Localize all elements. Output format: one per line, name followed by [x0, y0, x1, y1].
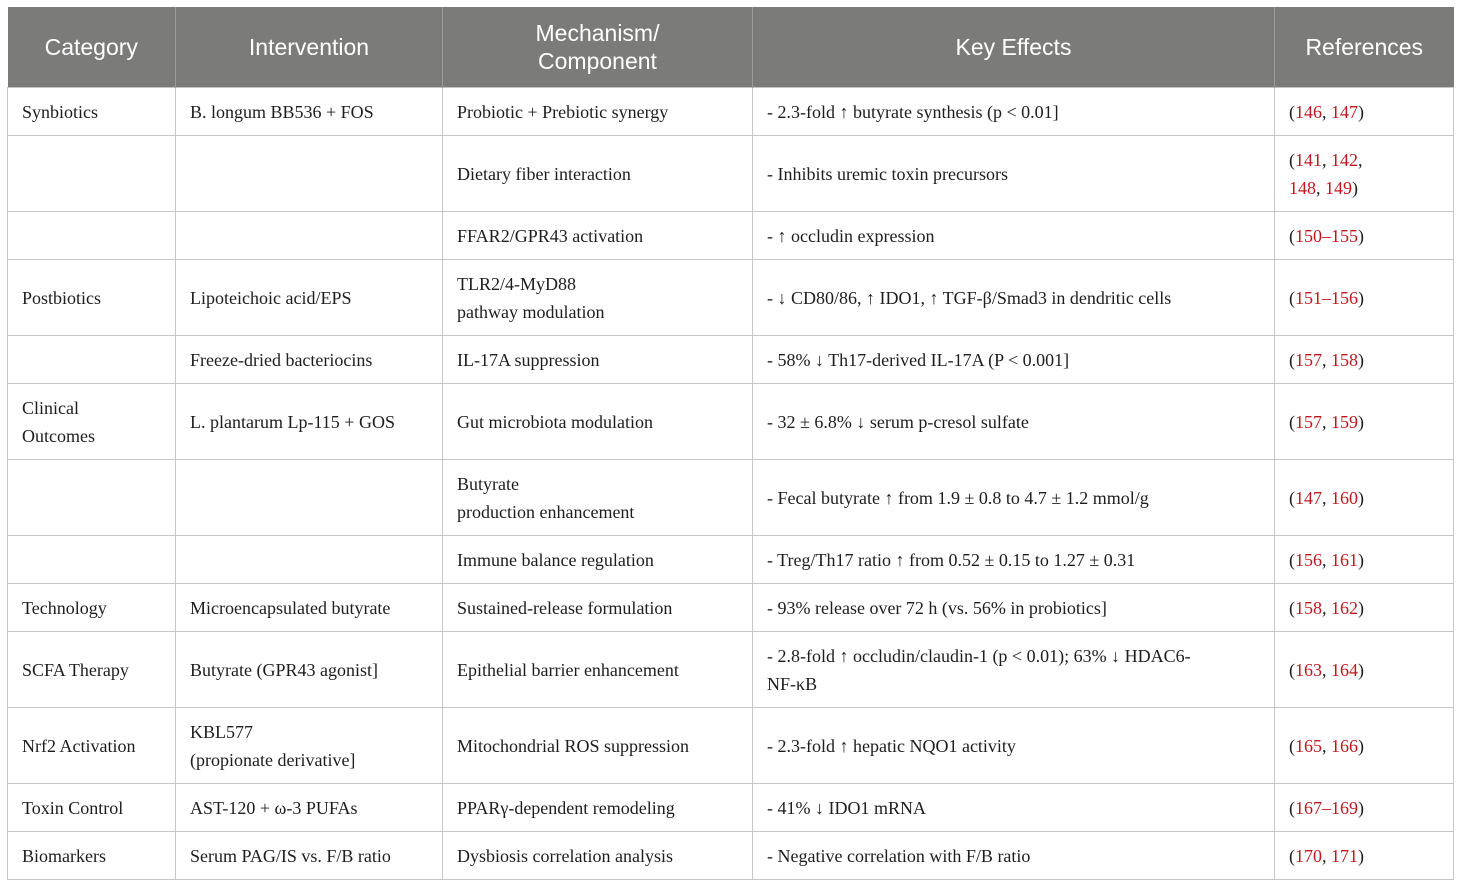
table-row	[8, 336, 1454, 384]
category-cell	[8, 136, 176, 212]
key-effects-cell: - Inhibits uremic toxin precursors	[753, 136, 1275, 212]
reference-punctuation: ,	[1322, 411, 1331, 432]
references-cell	[1275, 212, 1454, 260]
reference-punctuation: (	[1289, 101, 1295, 122]
references-cell	[1275, 536, 1454, 584]
table-row	[8, 784, 1454, 832]
reference-link[interactable]: 164	[1331, 659, 1358, 680]
reference-link[interactable]: 170	[1295, 845, 1322, 866]
reference-punctuation: ,	[1322, 149, 1331, 170]
intervention-cell	[176, 536, 443, 584]
reference-punctuation: )	[1358, 549, 1364, 570]
key-effects-cell: - 58% ↓ Th17-derived IL-17A (P < 0.001]	[753, 336, 1275, 384]
key-effects-cell: - 2.3-fold ↑ butyrate synthesis (p < 0.01]	[753, 88, 1275, 136]
mechanism-cell: Epithelial barrier enhancement	[443, 632, 753, 708]
reference-punctuation: ,	[1316, 177, 1325, 198]
references-cell	[1275, 88, 1454, 136]
reference-punctuation: )	[1358, 735, 1364, 756]
mechanism-cell: IL-17A suppression	[443, 336, 753, 384]
header-category: Category	[8, 7, 176, 88]
references-cell	[1275, 708, 1454, 784]
reference-link[interactable]: 159	[1331, 411, 1358, 432]
header-references: References	[1275, 7, 1454, 88]
reference-punctuation: )	[1358, 487, 1364, 508]
reference-punctuation: )	[1358, 845, 1364, 866]
header-row	[8, 7, 1454, 88]
table-row	[8, 708, 1454, 784]
reference-punctuation: (	[1289, 349, 1295, 370]
reference-punctuation: ,	[1322, 101, 1331, 122]
table-row	[8, 136, 1454, 212]
reference-link[interactable]: 151–156	[1295, 287, 1358, 308]
intervention-cell: L. plantarum Lp-115 + GOS	[176, 384, 443, 460]
table-row	[8, 632, 1454, 708]
reference-punctuation: ,	[1322, 487, 1331, 508]
reference-link[interactable]: 149	[1325, 177, 1352, 198]
intervention-cell: AST-120 + ω-3 PUFAs	[176, 784, 443, 832]
reference-punctuation: )	[1358, 411, 1364, 432]
table-row	[8, 88, 1454, 136]
mechanism-cell: Sustained-release formulation	[443, 584, 753, 632]
references-cell	[1275, 136, 1454, 212]
table-body	[8, 88, 1454, 880]
table-row	[8, 536, 1454, 584]
key-effects-cell: - 32 ± 6.8% ↓ serum p-cresol sulfate	[753, 384, 1275, 460]
reference-punctuation: )	[1352, 177, 1358, 198]
header-mechanism-text: Mechanism/ Component	[535, 20, 660, 74]
table-row	[8, 460, 1454, 536]
reference-link[interactable]: 165	[1295, 735, 1322, 756]
mechanism-cell: Dietary fiber interaction	[443, 136, 753, 212]
reference-link[interactable]: 160	[1331, 487, 1358, 508]
reference-punctuation: )	[1358, 287, 1364, 308]
reference-link[interactable]: 147	[1295, 487, 1322, 508]
reference-punctuation: (	[1289, 845, 1295, 866]
category-cell: Synbiotics	[8, 88, 176, 136]
category-cell	[8, 212, 176, 260]
key-effects-cell: - ↓ CD80/86, ↑ IDO1, ↑ TGF-β/Smad3 in dendritic cells	[753, 260, 1275, 336]
key-effects-cell: - Treg/Th17 ratio ↑ from 0.52 ± 0.15 to 1.27 ± 0.31	[753, 536, 1275, 584]
intervention-cell	[176, 460, 443, 536]
intervention-cell	[176, 212, 443, 260]
intervention-cell: Butyrate (GPR43 agonist]	[176, 632, 443, 708]
table-row	[8, 832, 1454, 880]
reference-punctuation: )	[1358, 225, 1364, 246]
reference-punctuation: ,	[1322, 735, 1331, 756]
header-key-effects: Key Effects	[753, 7, 1275, 88]
mechanism-cell: Dysbiosis correlation analysis	[443, 832, 753, 880]
category-cell	[8, 336, 176, 384]
key-effects-cell: - 2.3-fold ↑ hepatic NQO1 activity	[753, 708, 1275, 784]
references-cell	[1275, 260, 1454, 336]
category-cell: Nrf2 Activation	[8, 708, 176, 784]
reference-link[interactable]: 158	[1295, 597, 1322, 618]
references-cell	[1275, 336, 1454, 384]
references-cell	[1275, 460, 1454, 536]
intervention-cell	[176, 136, 443, 212]
intervention-cell: B. longum BB536 + FOS	[176, 88, 443, 136]
reference-punctuation: ,	[1322, 349, 1331, 370]
reference-link[interactable]: 157	[1295, 411, 1322, 432]
mechanism-cell: Mitochondrial ROS suppression	[443, 708, 753, 784]
reference-punctuation: ,	[1322, 549, 1331, 570]
reference-link[interactable]: 162	[1331, 597, 1358, 618]
mechanism-cell: TLR2/4-MyD88 pathway modulation	[443, 260, 753, 336]
reference-punctuation: (	[1289, 487, 1295, 508]
mechanism-cell: Immune balance regulation	[443, 536, 753, 584]
reference-link[interactable]: 150–155	[1295, 225, 1358, 246]
reference-punctuation: (	[1289, 659, 1295, 680]
reference-punctuation: (	[1289, 287, 1295, 308]
references-cell	[1275, 584, 1454, 632]
category-cell: Clinical Outcomes	[8, 384, 176, 460]
table-row	[8, 584, 1454, 632]
mechanism-cell: Gut microbiota modulation	[443, 384, 753, 460]
references-cell	[1275, 384, 1454, 460]
reference-punctuation: ,	[1322, 845, 1331, 866]
intervention-cell: Freeze-dried bacteriocins	[176, 336, 443, 384]
category-cell: Postbiotics	[8, 260, 176, 336]
reference-link[interactable]: 166	[1331, 735, 1358, 756]
reference-link[interactable]: 147	[1331, 101, 1358, 122]
reference-link[interactable]: 157	[1295, 349, 1322, 370]
category-cell: Biomarkers	[8, 832, 176, 880]
reference-link[interactable]: 158	[1331, 349, 1358, 370]
intervention-cell: KBL577 (propionate derivative]	[176, 708, 443, 784]
references-cell	[1275, 832, 1454, 880]
reference-punctuation: )	[1358, 659, 1364, 680]
table-row	[8, 260, 1454, 336]
header-mechanism	[443, 7, 753, 88]
reference-punctuation: (	[1289, 735, 1295, 756]
mechanism-cell: Probiotic + Prebiotic synergy	[443, 88, 753, 136]
reference-punctuation: (	[1289, 411, 1295, 432]
key-effects-cell: - ↑ occludin expression	[753, 212, 1275, 260]
key-effects-cell: - 41% ↓ IDO1 mRNA	[753, 784, 1275, 832]
reference-link[interactable]: 156	[1295, 549, 1322, 570]
reference-punctuation: )	[1358, 349, 1364, 370]
reference-punctuation: )	[1358, 797, 1364, 818]
table-row	[8, 384, 1454, 460]
reference-link[interactable]: 141	[1295, 149, 1322, 170]
category-cell	[8, 536, 176, 584]
reference-punctuation: (	[1289, 549, 1295, 570]
reference-punctuation: (	[1289, 797, 1295, 818]
reference-punctuation: ,	[1322, 597, 1331, 618]
category-cell: Toxin Control	[8, 784, 176, 832]
key-effects-cell: - Fecal butyrate ↑ from 1.9 ± 0.8 to 4.7 ± 1.2 mmol/g	[753, 460, 1275, 536]
reference-punctuation: ,	[1358, 149, 1363, 170]
reference-link[interactable]: 142	[1331, 149, 1358, 170]
reference-punctuation: ,	[1322, 659, 1331, 680]
references-cell	[1275, 784, 1454, 832]
mechanism-cell: Butyrate production enhancement	[443, 460, 753, 536]
reference-link[interactable]: 148	[1289, 177, 1316, 198]
intervention-cell: Lipoteichoic acid/EPS	[176, 260, 443, 336]
references-cell	[1275, 632, 1454, 708]
header-intervention: Intervention	[176, 7, 443, 88]
reference-link[interactable]: 161	[1331, 549, 1358, 570]
category-cell: Technology	[8, 584, 176, 632]
reference-punctuation: (	[1289, 597, 1295, 618]
reference-link[interactable]: 167–169	[1295, 797, 1358, 818]
key-effects-cell: - Negative correlation with F/B ratio	[753, 832, 1275, 880]
key-effects-cell: - 2.8-fold ↑ occludin/claudin-1 (p < 0.01); 63% ↓ HDAC6- NF-κB	[753, 632, 1275, 708]
reference-link[interactable]: 163	[1295, 659, 1322, 680]
intervention-cell: Serum PAG/IS vs. F/B ratio	[176, 832, 443, 880]
reference-punctuation: (	[1289, 225, 1295, 246]
key-effects-cell: - 93% release over 72 h (vs. 56% in probiotics]	[753, 584, 1275, 632]
reference-link[interactable]: 171	[1331, 845, 1358, 866]
table-row	[8, 212, 1454, 260]
reference-link[interactable]: 146	[1295, 101, 1322, 122]
category-cell	[8, 460, 176, 536]
intervention-cell: Microencapsulated butyrate	[176, 584, 443, 632]
mechanism-cell: PPARγ-dependent remodeling	[443, 784, 753, 832]
reference-punctuation: )	[1358, 101, 1364, 122]
category-cell: SCFA Therapy	[8, 632, 176, 708]
references-table	[7, 7, 1454, 880]
mechanism-cell: FFAR2/GPR43 activation	[443, 212, 753, 260]
reference-punctuation: )	[1358, 597, 1364, 618]
reference-punctuation: (	[1289, 149, 1295, 170]
